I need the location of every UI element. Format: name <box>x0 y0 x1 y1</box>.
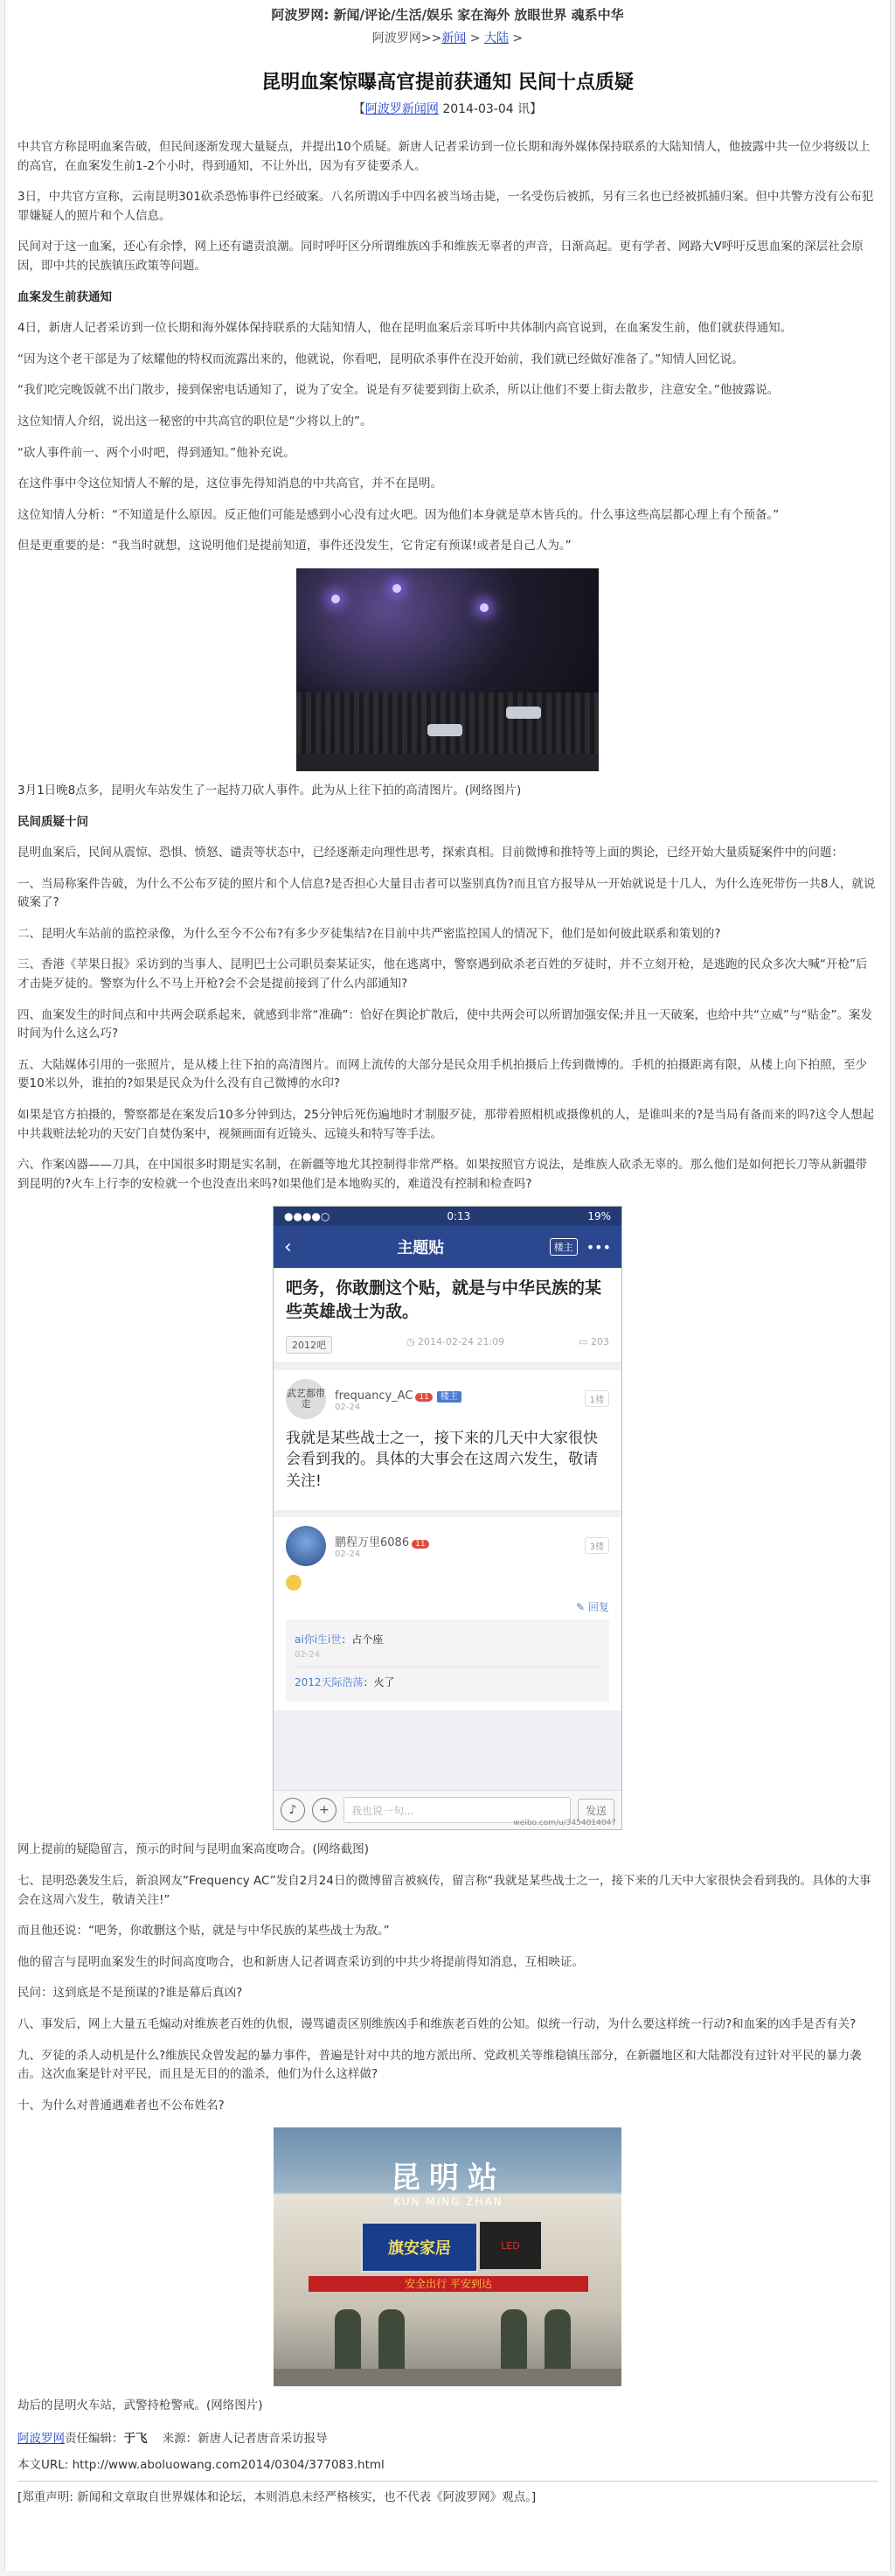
lamp-light <box>480 603 489 612</box>
paragraph: 民问：这到底是不是预谋的?谁是幕后真凶? <box>17 1986 243 2001</box>
station-sign: 昆明站 <box>391 2161 506 2197</box>
username[interactable]: 鹏程万里6086 <box>335 1535 410 1549</box>
paragraph: 他的留言与昆明血案发生的时间高度吻合，也和新唐人记者调查采访到的中共少将提前得知消息，互相映证。 <box>17 1954 584 1969</box>
paragraph: 二、昆明火车站前的监控录像，为什么至今不公布?有多少歹徒集结?在目前中共严密监控国人的情况下，他们是如何彼此联系和策划的? <box>17 926 721 941</box>
url-line <box>17 2454 878 2472</box>
station-day-photo <box>274 2127 621 2386</box>
police-figure <box>501 2309 527 2374</box>
paragraph: 一、当局称案件告破，为什么不公布歹徒的照片和个人信息?是否担心大量目击者可以鉴别真伪?而且官方报导从一开始就说是十几人，为什么连死带伤一共8人，就说破案了? <box>17 876 876 910</box>
battery-level: 19% <box>587 1210 611 1223</box>
crowd-shape <box>296 693 599 754</box>
red-banner: 安全出行 平安到达 <box>309 2276 588 2292</box>
send-button[interactable]: 发送 <box>578 1799 614 1822</box>
sub-reply <box>295 1667 600 1696</box>
microphone-icon[interactable]: ♪ <box>281 1798 305 1822</box>
sub-reply-date: 02-24 <box>295 1649 321 1660</box>
breadcrumb-news-link[interactable]: 新闻 <box>441 31 467 45</box>
user-meta <box>335 1533 429 1559</box>
sub-reply <box>295 1625 600 1667</box>
thread-info <box>274 1333 621 1363</box>
sub-reply-user[interactable]: 2012天际浩荡 <box>295 1675 364 1688</box>
paragraph: 4日，新唐人记者采访到一位长期和海外媒体保持联系的大陆知情人，他在昆明血案后亲耳听中共体制内高官说到，在血案发生前，他们就获得通知。 <box>17 321 793 336</box>
smile-emoji-icon <box>286 1575 302 1591</box>
breadcrumb <box>17 29 878 46</box>
level-badge: 11 <box>415 1393 432 1402</box>
editor-label: 责任编辑： <box>65 2431 124 2446</box>
post-user <box>286 1379 609 1419</box>
article-meta <box>17 100 878 117</box>
section-heading: 血案发生前获通知 <box>17 289 112 304</box>
paragraph: 十、为什么对普通遇难者也不公布姓名? <box>17 2098 225 2113</box>
footer-site-link[interactable]: 阿波罗网 <box>17 2431 65 2446</box>
thread-date-text: 2014-02-24 21:09 <box>418 1335 505 1347</box>
floor-label: 1楼 <box>585 1390 609 1407</box>
paragraph: 这位知情人分析：“不知道是什么原因。反正他们可能是感到小心没有过火吧。因为他们本身就是草木皆兵的。什么事这些高层都心理上有个预备。” <box>17 507 780 522</box>
paragraph: 而且他还说：“吧务，你敢删这个贴，就是与中华民族的某些战士为敌。” <box>17 1924 390 1939</box>
edit-icon: ✎ <box>576 1600 588 1613</box>
view-count-text: 203 <box>591 1335 609 1347</box>
sub-reply-text: ：占个座 <box>341 1633 384 1646</box>
car-shape <box>427 724 462 736</box>
photo-caption: 3月1日晚8点多，昆明火车站发生了一起持刀砍人事件。此为从上往下拍的高清图片。(网络图片) <box>17 783 522 797</box>
paragraph-group <box>17 1872 878 2115</box>
floor-label: 3楼 <box>585 1537 609 1554</box>
police-figure <box>335 2309 361 2374</box>
paragraph-group <box>17 813 878 1194</box>
paragraph: 这位知情人介绍，说出这一秘密的中共高官的职位是“少将以上的”。 <box>17 414 372 428</box>
paragraph: 四、血案发生的时间点和中共两会联系起来，就感到非常“准确”：恰好在舆论扩散后，使中共两会可以所谓加强安保;并且一天破案，也给中共“立威”与“贴金”。案发时间为什么这么巧? <box>17 1007 873 1041</box>
paragraph: 八、事发后，网上大量五毛煽动对维族老百姓的仇恨，谩骂谴责区别维族凶手和维族老百姓的公知。似统一行动，为什么要这样统一行动?和血案的凶手是否有关? <box>17 2016 857 2031</box>
back-arrow-icon[interactable]: ‹ <box>284 1236 292 1258</box>
post-floor-3 <box>274 1517 621 1710</box>
status-time: 0:13 <box>447 1210 471 1223</box>
station-night-photo <box>296 568 599 771</box>
more-icon[interactable]: ••• <box>586 1238 611 1256</box>
nav-actions <box>550 1238 611 1256</box>
paragraph: 但是更重要的是：“我当时就想，这说明他们是提前知道，事件还没发生，它肯定有预谋!或者是自己人为。” <box>17 539 572 553</box>
editor-line <box>17 2428 878 2446</box>
lamp-light <box>331 595 340 603</box>
car-shape <box>506 707 541 719</box>
paragraph: 九、歹徒的杀人动机是什么?维族民众曾发起的暴力事件，普遍是针对中共的地方派出所、党政机关等维稳镇压部分，在新疆地区和大陆都没有过针对平民的暴力袭击。这次血案是针对平民，而且是无目的的滥杀，他们为什么这样做? <box>17 2048 862 2082</box>
clock-icon: ◷ <box>406 1335 419 1347</box>
sub-reply-user[interactable]: ai你i生i世 <box>295 1633 342 1646</box>
paragraph: 民间对于这一血案，还心有余悸，网上还有谴责浪潮。同时呼吁区分所谓维族凶手和维族无辜者的声音，日渐高起。更有学者、网路大V呼吁反思血案的深层社会原因，即中共的民族镇压政策等问题。 <box>17 240 864 273</box>
paragraph: “我们吃完晚饭就不出门散步，接到保密电话通知了，说为了安全。说是有歹徒要到街上砍杀，所以让他们不要上街去散步，注意安全。”他披露说。 <box>17 383 780 398</box>
bar-tag[interactable]: 2012吧 <box>286 1336 332 1354</box>
editor-name: 于飞 <box>123 2431 148 2446</box>
thread-date <box>406 1336 504 1354</box>
sub-replies <box>286 1619 609 1702</box>
post-content: 我就是某些战士之一，接下来的几天中大家很快会看到我的。具体的大事会在这周六发生，敬请关注! <box>286 1429 598 1490</box>
username[interactable]: frequancy_AC <box>335 1389 413 1403</box>
view-count <box>579 1336 609 1354</box>
photo-caption: 网上提前的疑隐留言，预示的时间与昆明血案高度吻合。(网络截图) <box>17 1842 370 1857</box>
forum-screenshot <box>273 1206 622 1830</box>
lamp-light <box>392 584 401 593</box>
article-url[interactable]: http://www.aboluowang.com2014/0304/377083.html <box>72 2457 385 2472</box>
user-meta <box>335 1386 461 1412</box>
weibo-watermark: weibo.com/u/3454014047 <box>513 1819 616 1828</box>
police-figure <box>378 2309 405 2374</box>
paragraph: 在这件事中令这位知情人不解的是，这位事先得知消息的中共高官，并不在昆明。 <box>17 477 442 491</box>
article-title: 昆明血案惊曝高官提前获通知 民间十点质疑 <box>261 72 634 94</box>
sub-reply-text: ：火了 <box>363 1675 395 1688</box>
avatar[interactable]: 武艺都带走 <box>286 1379 326 1419</box>
police-figure <box>545 2309 571 2374</box>
phone-status-bar <box>274 1207 621 1226</box>
level-badge: 11 <box>412 1540 428 1549</box>
breadcrumb-sep: > <box>512 31 524 45</box>
thread-title: 吧务，你敢删这个贴，就是与中华民族的某些英雄战士为敌。 <box>274 1268 621 1332</box>
meta-date: 2014-03-04 讯】 <box>442 102 543 116</box>
signal-icon: ●●●●○ <box>284 1210 330 1223</box>
meta-source-link[interactable]: 阿波罗新闻网 <box>364 102 439 116</box>
paragraph: 五、大陆媒体引用的一张照片，是从楼上往下拍的高清图片。而网上流传的大部分是民众用手机拍摄后上传到微博的。手机的拍摄距离有限，从楼上向下拍照，至少要10米以外，谁拍的?如果是民众为什么没有自己微博的水印? <box>17 1057 867 1091</box>
reply-label: 回复 <box>587 1600 609 1613</box>
paragraph: 七、昆明恐袭发生后，新浪网友“Frequency AC”发自2月24日的微博留言被疯传，留言称“我就是某些战士之一，接下来的几天中大家很快会看到我的。具体的大事会在这周六发生，敬请关注!” <box>17 1874 871 1907</box>
section-heading: 民间质疑十问 <box>17 814 88 829</box>
paragraph: 三、香港《苹果日报》采访到的当事人、昆明巴士公司职员秦某证实，他在逃离中，警察遇到砍杀老百姓的歹徒时，并不立刻开枪，是逃跑的民众多次大喊“开枪”后才击毙歹徒的。警察为什么不马上开枪?会不会是提前接到了什么内部通知? <box>17 957 868 992</box>
paragraph: 昆明血案后，民间从震惊、恐惧、愤怒、谴责等状态中，已经逐渐走向理性思考，探索真相。目前微博和推特等上面的舆论，已经开始大量质疑案件中的问题： <box>17 846 843 860</box>
url-label: 本文URL: <box>17 2457 73 2472</box>
comment-icon: ▭ <box>579 1335 591 1347</box>
disclaimer: [郑重声明: 新闻和文章取自世界媒体和论坛，本则消息未经严格核实，也不代表《阿波罗网》观点。] <box>17 2481 878 2504</box>
post-user <box>286 1526 609 1566</box>
reply-input[interactable]: 我也说一句... <box>343 1797 571 1823</box>
photo-caption: 劫后的昆明火车站，武警持枪警戒。(网络图片) <box>17 2398 263 2413</box>
paragraph: “因为这个老干部是为了炫耀他的特权而流露出来的，他就说，你看吧，昆明砍杀事件在没开始前，我们就已经做好准备了。”知情人回忆说。 <box>17 352 744 366</box>
meta-bracket: 【 <box>352 102 365 116</box>
op-only-button[interactable]: 楼主 <box>550 1238 578 1256</box>
paragraph: 如果是官方拍摄的，警察都是在案发后10多分钟到达，25分钟后死伤遍地时才制服歹徒，那带着照相机或摄像机的人，是谁叫来的?是当局有备而来的吗?这令人想起中共栽赃法轮功的天安门自焚伪案中，视频画面有近镜头、远镜头和特写等手法。 <box>17 1108 875 1141</box>
station-pinyin: KUN MING ZHAN <box>393 2196 503 2209</box>
reply-button[interactable] <box>286 1599 609 1614</box>
post-date: 02-24 <box>335 1549 361 1559</box>
breadcrumb-sep: >> <box>420 31 442 45</box>
source-label: 来源：新唐人记者唐音采访报导 <box>162 2431 328 2446</box>
breadcrumb-site: 阿波罗网 <box>371 31 421 45</box>
page <box>4 0 891 2571</box>
led-board: LED <box>480 2222 541 2269</box>
paragraph: 中共官方称昆明血案告破，但民间逐渐发现大量疑点，并提出10个质疑。新唐人记者采访到一位长期和海外媒体保持联系的大陆知情人，他披露中共一位少将级以上的高官，在血案发生前1-2个小时，得到通知，不让外出，因为有歹徒要杀人。 <box>17 140 871 173</box>
post-floor-1 <box>274 1370 621 1510</box>
paragraph: “砍人事件前一、两个小时吧，得到通知。”他补充说。 <box>17 445 295 460</box>
ground-shape <box>274 2369 621 2386</box>
site-banner: 阿波罗网: 新闻/评论/生活/娱乐 家在海外 放眼世界 魂系中华 <box>271 7 624 23</box>
paragraph-group <box>17 138 878 556</box>
paragraph: 3日，中共官方宣称，云南昆明301砍杀恐怖事件已经破案。八名所谓凶手中四名被当场击毙，一名受伤后被抓，另有三名也已经被抓捕归案。但中共警方没有公布犯罪嫌疑人的照片和个人信息。 <box>17 190 874 223</box>
phone-nav-bar <box>274 1226 621 1268</box>
nav-title: 主题贴 <box>397 1239 445 1258</box>
breadcrumb-sep: > <box>469 31 481 45</box>
breadcrumb-section-link[interactable]: 大陆 <box>483 31 509 45</box>
post-date: 02-24 <box>335 1402 361 1412</box>
paragraph: 六、作案凶器——刀具，在中国很多时期是实名制，在新疆等地尤其控制得非常严格。如果按照官方说法，是维族人砍杀无辜的。那么他们是如何把长刀等从新疆带到昆明的?火车上行李的安检就一个也没查出来吗?如果他们是本地购买的，难道没有控制和检查吗? <box>17 1158 867 1191</box>
plus-icon[interactable]: + <box>312 1798 336 1822</box>
op-badge: 楼主 <box>437 1391 461 1403</box>
article-body <box>17 138 878 2504</box>
road-shape <box>296 754 599 771</box>
avatar[interactable] <box>286 1526 326 1566</box>
billboard: 旗安家居 <box>361 2222 478 2273</box>
